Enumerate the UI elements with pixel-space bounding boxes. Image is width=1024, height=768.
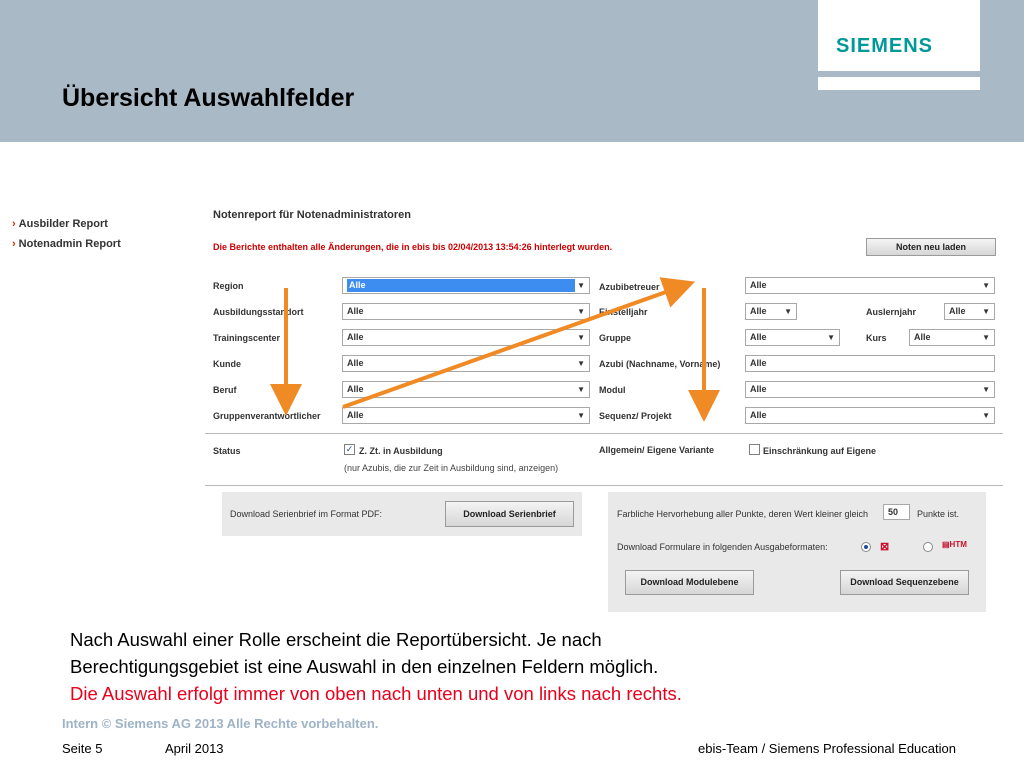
highlight-suffix: Punkte ist. (917, 509, 960, 519)
slide-caption (70, 626, 682, 707)
gruppenverantwortlicher-value: Alle (347, 410, 364, 420)
ausbildungsstandort-label: Ausbildungsstandort (213, 307, 304, 317)
kurs-label: Kurs (866, 333, 887, 343)
gruppe-value: Alle (750, 332, 767, 342)
sequenz-label: Sequenz/ Projekt (599, 411, 672, 421)
dropdown-arrow-icon: ▼ (784, 307, 792, 316)
format-text: Download Formulare in folgenden Ausgabeformaten: (617, 542, 828, 552)
trainingscenter-value: Alle (347, 332, 364, 342)
kunde-label: Kunde (213, 359, 241, 369)
region-value: Alle (347, 279, 575, 292)
footer-copyright: Intern © Siemens AG 2013 Alle Rechte vorbehalten. (62, 716, 379, 731)
download-sequence-button[interactable]: Download Sequenzebene (840, 570, 969, 595)
azubi-name-field[interactable]: Alle (745, 355, 995, 372)
chevron-right-icon: › (12, 238, 16, 250)
download-module-button[interactable]: Download Modulebene (625, 570, 754, 595)
kurs-value: Alle (914, 332, 931, 342)
caption-line-2: Berechtigungsgebiet ist eine Auswahl in den einzelnen Feldern möglich. (70, 656, 659, 677)
slide-title: Übersicht Auswahlfelder (62, 84, 355, 112)
arrow-diagonal (343, 287, 680, 407)
highlight-threshold-field[interactable]: 50 (883, 504, 910, 520)
kunde-value: Alle (347, 358, 364, 368)
dropdown-arrow-icon: ▼ (577, 333, 585, 342)
own-restriction-checkbox-label: Einschränkung auf Eigene (763, 446, 877, 456)
dropdown-arrow-icon: ▼ (577, 307, 585, 316)
footer-org: ebis-Team / Siemens Professional Education (698, 741, 956, 756)
dropdown-arrow-icon: ▼ (577, 359, 585, 368)
dropdown-arrow-icon: ▼ (982, 411, 990, 420)
region-label: Region (213, 281, 244, 291)
dropdown-arrow-icon: ▼ (577, 411, 585, 420)
azubibetreuer-value: Alle (750, 280, 767, 290)
status-label: Status (213, 446, 241, 456)
status-hint: (nur Azubis, die zur Zeit in Ausbildung sind, anzeigen) (344, 463, 559, 473)
footer-date: April 2013 (165, 741, 224, 756)
dropdown-arrow-icon: ▼ (577, 281, 585, 290)
footer-page: Seite 5 (62, 741, 103, 756)
ausbildungsstandort-value: Alle (347, 306, 364, 316)
modul-label: Modul (599, 385, 626, 395)
auslernjahr-value: Alle (949, 306, 966, 316)
einstelljahr-label: Einstelljahr (599, 307, 648, 317)
report-notice: Die Berichte enthalten alle Änderungen, die in ebis bis 02/04/2013 13:54:26 hinterlegt wurden. (213, 242, 613, 252)
dropdown-arrow-icon: ▼ (982, 385, 990, 394)
highlight-text: Farbliche Hervorhebung aller Punkte, deren Wert kleiner gleich (617, 509, 868, 519)
nav-item-label: Notenadmin Report (18, 238, 121, 250)
azubibetreuer-label: Azubibetreuer (599, 282, 660, 292)
trainingscenter-label: Trainingscenter (213, 333, 281, 343)
reload-grades-button[interactable]: Noten neu laden (866, 238, 996, 256)
pdf-icon: ⊠ (880, 541, 890, 553)
chevron-right-icon: › (12, 218, 16, 230)
nav-item-label: Ausbilder Report (18, 218, 108, 230)
modul-value: Alle (750, 384, 767, 394)
logo-wordmark: SIEMENS (836, 35, 934, 57)
auslernjahr-label: Auslernjahr (866, 307, 917, 317)
report-title: Notenreport für Notenadministratoren (213, 209, 412, 221)
dropdown-arrow-icon: ▼ (577, 385, 585, 394)
caption-line-1: Nach Auswahl einer Rolle erscheint die Reportübersicht. Je nach (70, 629, 602, 650)
gruppenverantwortlicher-label: Gruppenverantwortlicher (213, 411, 321, 421)
variant-label: Allgemein/ Eigene Variante (599, 445, 715, 455)
sequenz-value: Alle (750, 410, 767, 420)
dropdown-arrow-icon: ▼ (982, 307, 990, 316)
dropdown-arrow-icon: ▼ (827, 333, 835, 342)
download-serienbrief-button[interactable]: Download Serienbrief (445, 501, 574, 527)
einstelljahr-value: Alle (750, 306, 767, 316)
html-icon: ▤HTM (942, 540, 967, 549)
gruppe-label: Gruppe (599, 333, 632, 343)
azubi-label: Azubi (Nachname, Vorname) (599, 359, 721, 369)
dropdown-arrow-icon: ▼ (982, 281, 990, 290)
dropdown-arrow-icon: ▼ (982, 333, 990, 342)
serienbrief-text: Download Serienbrief im Format PDF: (230, 509, 383, 519)
beruf-label: Beruf (213, 385, 237, 395)
caption-line-3: Die Auswahl erfolgt immer von oben nach unten und von links nach rechts. (70, 683, 682, 704)
beruf-value: Alle (347, 384, 364, 394)
in-training-checkbox[interactable]: ✓ (345, 444, 354, 454)
in-training-checkbox-label: Z. Zt. in Ausbildung (359, 446, 443, 456)
